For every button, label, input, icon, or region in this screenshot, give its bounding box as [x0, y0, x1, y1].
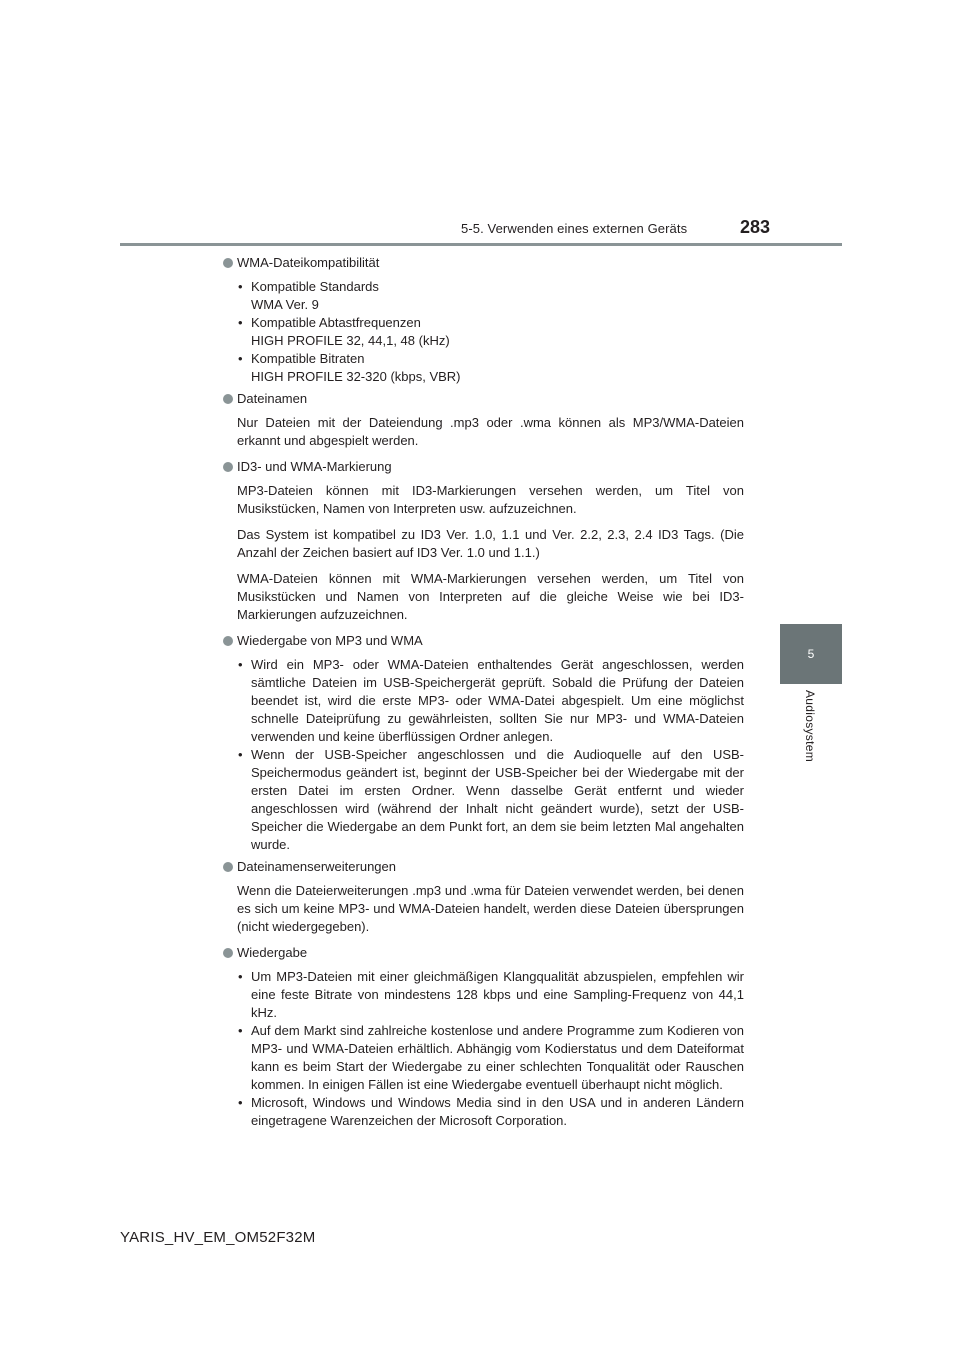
- list-item: [237, 350, 744, 386]
- page-number: 283: [740, 217, 771, 237]
- list-item: [237, 746, 744, 854]
- section: [222, 944, 744, 1130]
- bullet-dot-icon: •: [238, 315, 243, 330]
- list-item-text: Microsoft, Windows und Windows Media sind in den USA und in anderen Ländern eingetragene Warenzeichen der Microsoft Corporation.: [251, 1095, 744, 1128]
- running-header: 5-5. Verwenden eines externen Geräts: [461, 221, 688, 236]
- paragraph: WMA-Dateien können mit WMA-Markierungen versehen werden, um Titel von Musikstücken und Namen von Interpreten auf die gleiche Weise wie bei ID3-Markierungen aufzuzeichnen.: [237, 571, 744, 622]
- section: [222, 632, 744, 854]
- bullet-list: [237, 278, 744, 386]
- section-title-text: Dateinamenserweiterungen: [237, 859, 396, 874]
- list-item-text: Kompatible Abtastfrequenzen: [251, 315, 421, 330]
- document-id: YARIS_HV_EM_OM52F32M: [120, 1229, 316, 1246]
- list-item-text: Wenn der USB-Speicher angeschlossen und die Audioquelle auf den USB-Speichermodus geändert ist, beginnt der USB-Speicher bei der Wiedergabe mit der ersten Datei im ersten Ordner. Wenn dasselbe Gerät entfernt und wieder angeschlossen wird (während der Inhalt nicht geändert wurde), setzt der USB-Speicher die Wiedergabe an dem Punkt fort, an dem sie beim letzten Mal angehalten wurde.: [251, 747, 744, 852]
- bullet-dot-icon: •: [238, 351, 243, 366]
- list-item: [237, 278, 744, 314]
- list-item: [237, 314, 744, 350]
- list-item-text: Kompatible Bitraten: [251, 351, 365, 366]
- section-title: [222, 458, 744, 476]
- bullet-dot-icon: •: [238, 747, 243, 762]
- bullet-dot-icon: •: [238, 1095, 243, 1110]
- list-item: [237, 1022, 744, 1094]
- list-item-text: Auf dem Markt sind zahlreiche kostenlose und andere Programme zum Kodieren von MP3- und WMA-Dateien erhältlich. Abhängig vom Kodierstatus und dem Dateiformat kann es beim Start der Wiedergabe zu einer schlechten Tonqualität oder Rauschen kommen. In einigen Fällen ist eine Wiedergabe eventuell überhaupt nicht möglich.: [251, 1023, 744, 1092]
- bullet-circle-icon: [223, 258, 233, 268]
- bullet-dot-icon: •: [238, 657, 243, 672]
- section-title-text: Wiedergabe: [237, 945, 308, 960]
- list-item-text: HIGH PROFILE 32-320 (kbps, VBR): [251, 369, 461, 384]
- section-title-text: Dateinamen: [237, 391, 308, 406]
- bullet-circle-icon: [223, 862, 233, 872]
- page-content: [222, 254, 744, 1134]
- section-title-text: ID3- und WMA-Markierung: [237, 459, 392, 474]
- header-rule: [120, 243, 842, 246]
- section-title: [222, 254, 744, 272]
- bullet-dot-icon: •: [238, 969, 243, 984]
- section: [222, 858, 744, 936]
- section-title: [222, 390, 744, 408]
- chapter-tab: 5: [780, 624, 842, 684]
- bullet-list: [237, 656, 744, 854]
- bullet-circle-icon: [223, 636, 233, 646]
- section: [222, 390, 744, 450]
- list-item: [237, 656, 744, 746]
- paragraph: Wenn die Dateierweiterungen .mp3 und .wma für Dateien verwendet werden, bei denen es sich um keine MP3- und WMA-Dateien handelt, werden diese Dateien übersprungen (nicht wiedergegeben).: [237, 883, 744, 934]
- section-title: [222, 858, 744, 876]
- section-title-text: WMA-Dateikompatibilität: [237, 255, 380, 270]
- bullet-circle-icon: [223, 948, 233, 958]
- list-item-text: Wird ein MP3- oder WMA-Dateien enthaltendes Gerät angeschlossen, werden sämtliche Dateien im USB-Speichergerät geprüft. Sobald die Prüfung der Dateien beendet ist, wird die erste MP3- oder WMA-Datei abgespielt. Um eine möglichst schnelle Dateiprüfung zu gewährleisten, sollten Sie nur MP3- und WMA-Dateien verwenden und keine überflüssigen Ordner anlegen.: [251, 657, 744, 744]
- bullet-dot-icon: •: [238, 279, 243, 294]
- list-item-text: WMA Ver. 9: [251, 297, 319, 312]
- list-item-text: HIGH PROFILE 32, 44,1, 48 (kHz): [251, 333, 450, 348]
- chapter-label: Audiosystem: [803, 690, 817, 762]
- paragraph: Nur Dateien mit der Dateiendung .mp3 oder .wma können als MP3/WMA-Dateien erkannt und abgespielt werden.: [237, 415, 744, 448]
- bullet-list: [237, 968, 744, 1130]
- list-item-text: Um MP3-Dateien mit einer gleichmäßigen Klangqualität abzuspielen, empfehlen wir eine feste Bitrate von mindestens 128 kbps und eine Sampling-Frequenz von 44,1 kHz.: [251, 969, 744, 1020]
- list-item-text: Kompatible Standards: [251, 279, 379, 294]
- paragraph: Das System ist kompatibel zu ID3 Ver. 1.0, 1.1 und Ver. 2.2, 2.3, 2.4 ID3 Tags. (Die Anzahl der Zeichen basiert auf ID3 Ver. 1.0 und 1.1.): [237, 527, 744, 560]
- section: [222, 254, 744, 386]
- bullet-dot-icon: •: [238, 1023, 243, 1038]
- section: [222, 458, 744, 624]
- paragraph: MP3-Dateien können mit ID3-Markierungen versehen werden, um Titel von Musikstücken, Namen von Interpreten usw. aufzuzeichnen.: [237, 483, 744, 516]
- list-item: [237, 968, 744, 1022]
- bullet-circle-icon: [223, 394, 233, 404]
- section-title: [222, 944, 744, 962]
- list-item: [237, 1094, 744, 1130]
- bullet-circle-icon: [223, 462, 233, 472]
- section-title-text: Wiedergabe von MP3 und WMA: [237, 633, 423, 648]
- section-title: [222, 632, 744, 650]
